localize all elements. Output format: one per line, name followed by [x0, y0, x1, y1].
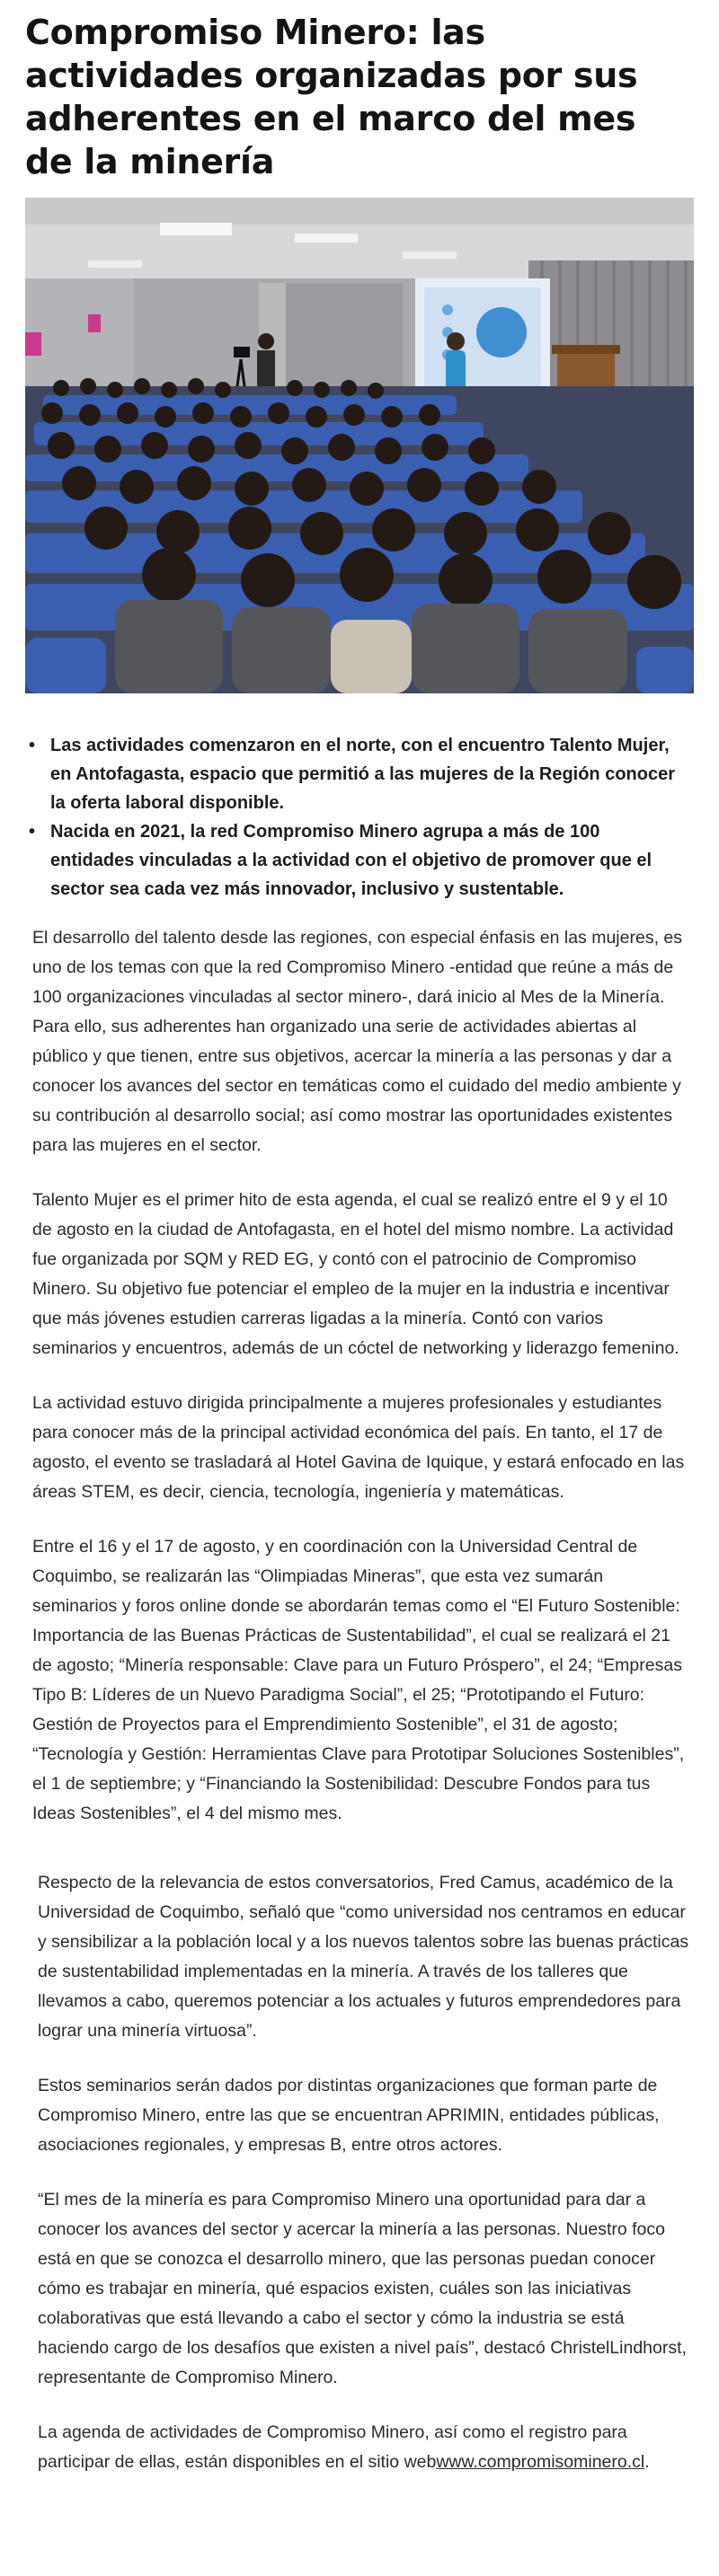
website-link[interactable]: www.compromisominero.cl: [436, 2452, 645, 2472]
paragraph: Talento Mujer es el primer hito de esta agenda, el cual se realizó entre el 9 y el 10 de agosto en la ciudad de Antofagasta, en el hotel del mismo nombre. La actividad fue organizada por SQM y RED EG, y contó con el patrocinio de Compromiso Minero. Su objetivo fue potenciar el empleo de la mujer en la industria e incentivar que más jóvenes estudien carreras ligadas a la minería. Contó con varios seminarios y encuentros, además de un cóctel de networking y liderazgo femenino.: [32, 1190, 679, 1358]
article-photo: [25, 198, 694, 693]
bullet-icon: •: [29, 822, 36, 842]
paragraph: Estos seminarios serán dados por distintas organizaciones que forman parte de Compromiso Minero, entre las que se encuentran APRIMIN, entidades públicas, asociaciones regionales, y empresas B, entre otros actores.: [38, 2076, 660, 2155]
closing-text: La agenda de actividades de Compromiso Minero, así como el registro para participar de ellas, están disponibles en el sitio web: [38, 2422, 627, 2472]
closing-paragraph: [32, 2418, 690, 2477]
highlight-item: [29, 817, 683, 904]
paragraph: Entre el 16 y el 17 de agosto, y en coordinación con la Universidad Central de Coquimbo, se realizarán las “Olimpiadas Mineras”, que esta vez sumarán seminarios y foros online donde se abordarán temas como el “El Futuro Sostenible: Importancia de las Buenas Prácticas de Sustentabilidad”, el cual se realizará el 21 de agosto; “Minería responsable: Clave para un Futuro Próspero”, el 24; “Empresas Tipo B: Líderes de un Nuevo Paradigma Social”, el 25; “Prototipando el Futuro: Gestión de Proyectos para el Emprendimiento Sostenible”, el 31 de agosto; “Tecnología y Gestión: Herramientas Clave para Prototipar Soluciones Sostenibles”, el 1 de septiembre; y “Financiando la Sostenibilidad: Descubre Fondos para tus Ideas Sostenibles”, el 4 del mismo mes.: [32, 1537, 685, 1823]
paragraph: Respecto de la relevancia de estos conversatorios, Fred Camus, académico de la Universidad de Coquimbo, señaló que “como universidad nos centramos en educar y sensibilizar a la población local y a los nuevos talentos sobre las buenas prácticas de sustentabilidad implementadas en la minería. A través de los talleres que llevamos a cabo, queremos potenciar a los actuales y futuros emprendedores para lograr una minería virtuosa”.: [38, 1873, 689, 2041]
paragraph: El desarrollo del talento desde las regiones, con especial énfasis en las mujeres, es uno de los temas con que la red Compromiso Minero -entidad que reúne a más de 100 organizaciones vinculadas al sector minero-, dará inicio al Mes de la Minería. Para ello, sus adherentes han organizado una serie de actividades abiertas al público y que tienen, entre sus objetivos, acercar la minería a las personas y dar a conocer los avances del sector en temáticas como el cuidado del medio ambiente y su contribución al desarrollo social; así como mostrar las oportunidades existentes para las mujeres en el sector.: [32, 928, 682, 1155]
highlight-text: Las actividades comenzaron en el norte, con el encuentro Talento Mujer, en Antofagasta, espacio que permitió a las mujeres de la Región conocer la oferta laboral disponible.: [50, 736, 676, 813]
highlight-item: [29, 731, 683, 817]
paragraph: “El mes de la minería es para Compromiso Minero una oportunidad para dar a conocer los avances del sector y acercar la minería a las personas. Nuestro foco está en que se conozca el desarrollo minero, que las personas puedan conocer cómo es trabajar en minería, qué espacios existen, cuáles son las iniciativas colaborativas que está llevando a cabo el sector y cómo la industria se está haciendo cargo de los desafíos que existen a nivel país”, destacó ChristelLindhorst, representante de Compromiso Minero.: [38, 2190, 687, 2387]
highlight-text: Nacida en 2021, la red Compromiso Minero agrupa a más de 100 entidades vinculadas a la actividad con el objetivo de promover que el sector sea cada vez más innovador, inclusivo y sustentable.: [50, 822, 652, 899]
closing-period: .: [644, 2452, 650, 2472]
article-body: [0, 923, 719, 2477]
paragraph: La actividad estuvo dirigida principalmente a mujeres profesionales y estudiantes para conocer más de la principal actividad económica del país. En tanto, el 17 de agosto, el evento se trasladará al Hotel Gavina de Iquique, y estará enfocado en las áreas STEM, es decir, ciencia, tecnología, ingeniería y matemáticas.: [32, 1393, 685, 1502]
article-highlights: [0, 731, 719, 904]
bullet-icon: •: [29, 736, 36, 755]
article-title: Compromiso Minero: las actividades organizadas por sus adherentes en el marco del mes de la minería: [25, 13, 638, 181]
